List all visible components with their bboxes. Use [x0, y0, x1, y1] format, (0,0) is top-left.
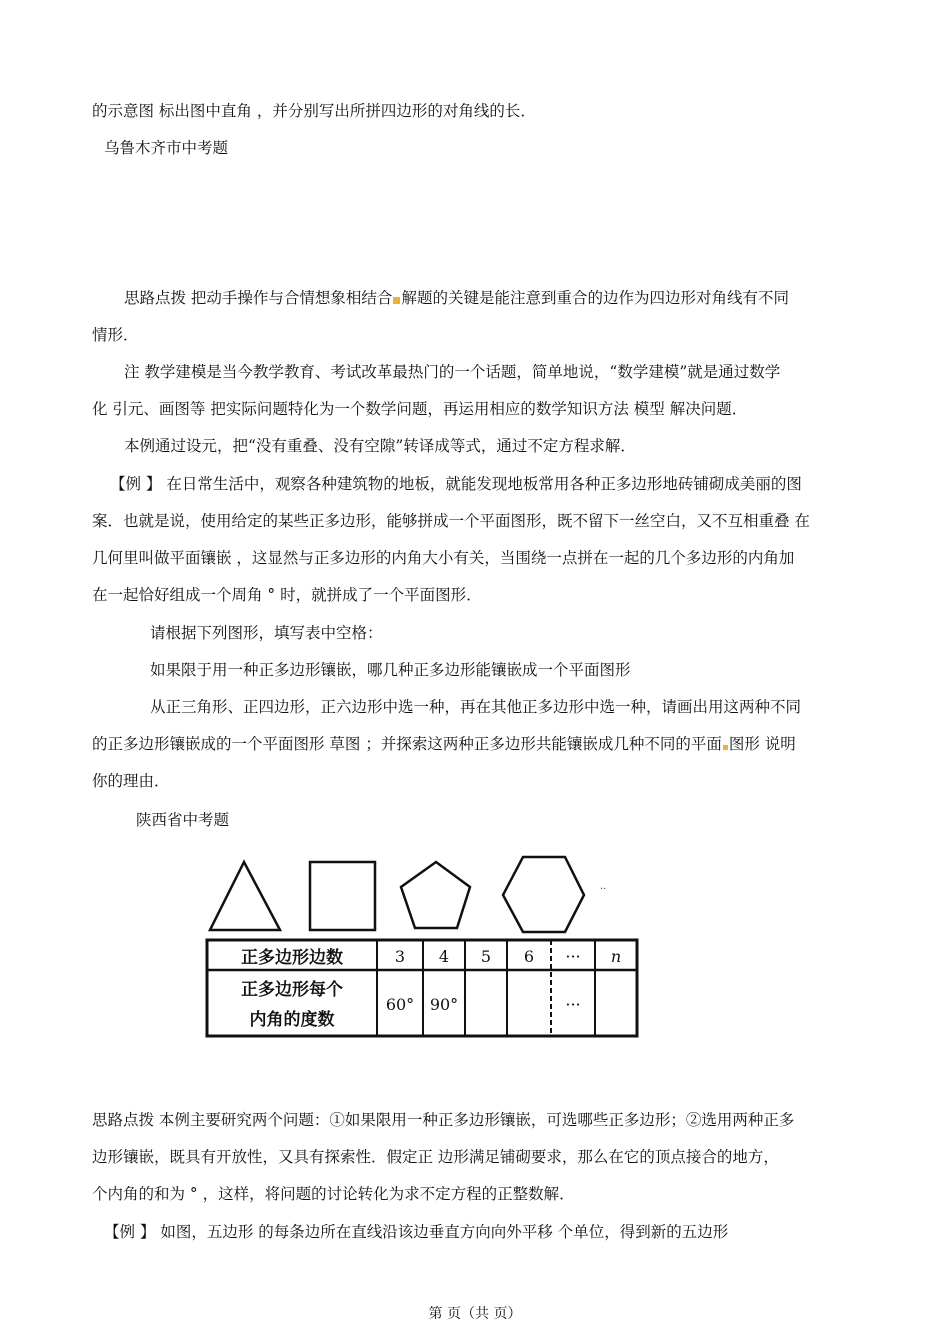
note-line-1: 注 教学建模是当今教学教育、考试改革最热门的一个话题，简单地说，“数学建模”就是通过数学	[124, 363, 781, 381]
question-intro: 请根据下列图形，填写表中空格：	[150, 624, 383, 642]
sides-cell-1: 3	[394, 947, 406, 966]
hint-text-b: 解题的关键是能注意到重合的边作为四边形对角线有不同	[401, 289, 789, 307]
angle-cell-1: 60°	[385, 995, 415, 1014]
source-shaanxi: 陕西省中考题	[136, 811, 230, 829]
example-2-line-1: 【例 】 如图，五边形 的每条边所在直线沿该边垂直方向向外平移 个单位，得到新的五边形	[104, 1223, 729, 1241]
question-1: 如果限于用一种正多边形镶嵌，哪几种正多边形能镶嵌成一个平面图形	[150, 661, 631, 679]
example-line-2: 案．也就是说，使用给定的某些正多边形，能够拼成一个平面图形，既不留下一丝空白，又不互相重叠 在	[92, 512, 810, 530]
question-2-cont	[92, 734, 796, 754]
triangle-shape	[210, 862, 280, 930]
example-line-4: 在一起恰好组成一个周角 ° 时，就拼成了一个平面图形．	[92, 586, 482, 604]
polygons-table-figure	[205, 852, 645, 1042]
angle-cell-2: 90°	[429, 995, 459, 1014]
highlight-mark	[393, 297, 400, 304]
hint-paragraph-1	[124, 288, 789, 308]
question-2-text-a: 的正多边形镶嵌成的一个平面图形 草图 ；并探索这两种正多边形共能镶嵌成几种不同的平面	[92, 735, 722, 753]
text-line-4: 情形．	[92, 326, 139, 344]
hexagon-shape	[503, 857, 584, 932]
sides-cell-6: n	[610, 947, 622, 966]
analysis-line-2: 边形镶嵌，既具有开放性，又具有探索性．假定正 边形满足铺砌要求，那么在它的顶点接合的地方，	[92, 1148, 779, 1166]
text-line-1: 的示意图 标出图中直角 ，并分别写出所拼四边形的对角线的长．	[92, 102, 536, 120]
row1-label: 正多边形边数	[241, 948, 343, 968]
example-line-3: 几何里叫做平面镶嵌 ，这显然与正多边形的内角大小有关，当围绕一点拼在一起的几个多边形的内角加	[92, 549, 795, 567]
note-line-3: 本例通过设元，把“没有重叠、没有空隙”转译成等式，通过不定方程求解．	[124, 437, 636, 455]
square-shape	[310, 862, 375, 930]
row2-label-a: 正多边形每个	[241, 980, 343, 1000]
source-urumqi: 乌鲁木齐市中考题	[104, 139, 229, 157]
highlight-mark-2	[723, 745, 728, 750]
example-line-1: 【例 】 在日常生活中，观察各种建筑物的地板，就能发现地板常用各种正多边形地砖铺砌成美丽的图	[110, 475, 802, 493]
sides-cell-5: ···	[565, 947, 581, 966]
angle-cell-5: ···	[565, 995, 581, 1014]
row2-label-b: 内角的度数	[249, 1010, 335, 1030]
stray-dots: ··	[600, 884, 607, 895]
analysis-line-1: 思路点拨 本例主要研究两个问题：①如果限用一种正多边形镶嵌，可选哪些正多边形；②选用两种正多	[92, 1111, 795, 1129]
figure-svg	[205, 852, 645, 1042]
note-line-2: 化 引元、画图等 把实际问题特化为一个数学问题，再运用相应的数学知识方法 模型 解决问题．	[92, 400, 748, 418]
page-footer: 第 页（共 页）	[428, 1306, 522, 1322]
analysis-line-3: 个内角的和为 ° ，这样，将问题的讨论转化为求不定方程的正整数解．	[92, 1185, 575, 1203]
pentagon-shape	[401, 862, 470, 928]
question-2: 从正三角形、正四边形，正六边形中选一种，再在其他正多边形中选一种，请画出用这两种不同	[150, 698, 802, 716]
question-2-text-b: 图形 说明	[728, 735, 796, 753]
text-line-16: 你的理由．	[92, 772, 170, 790]
hint-text-a: 思路点拨 把动手操作与合情想象相结合	[124, 289, 393, 307]
sides-cell-4: 6	[523, 947, 535, 966]
sides-cell-3: 5	[480, 947, 492, 966]
sides-cell-2: 4	[438, 947, 450, 966]
